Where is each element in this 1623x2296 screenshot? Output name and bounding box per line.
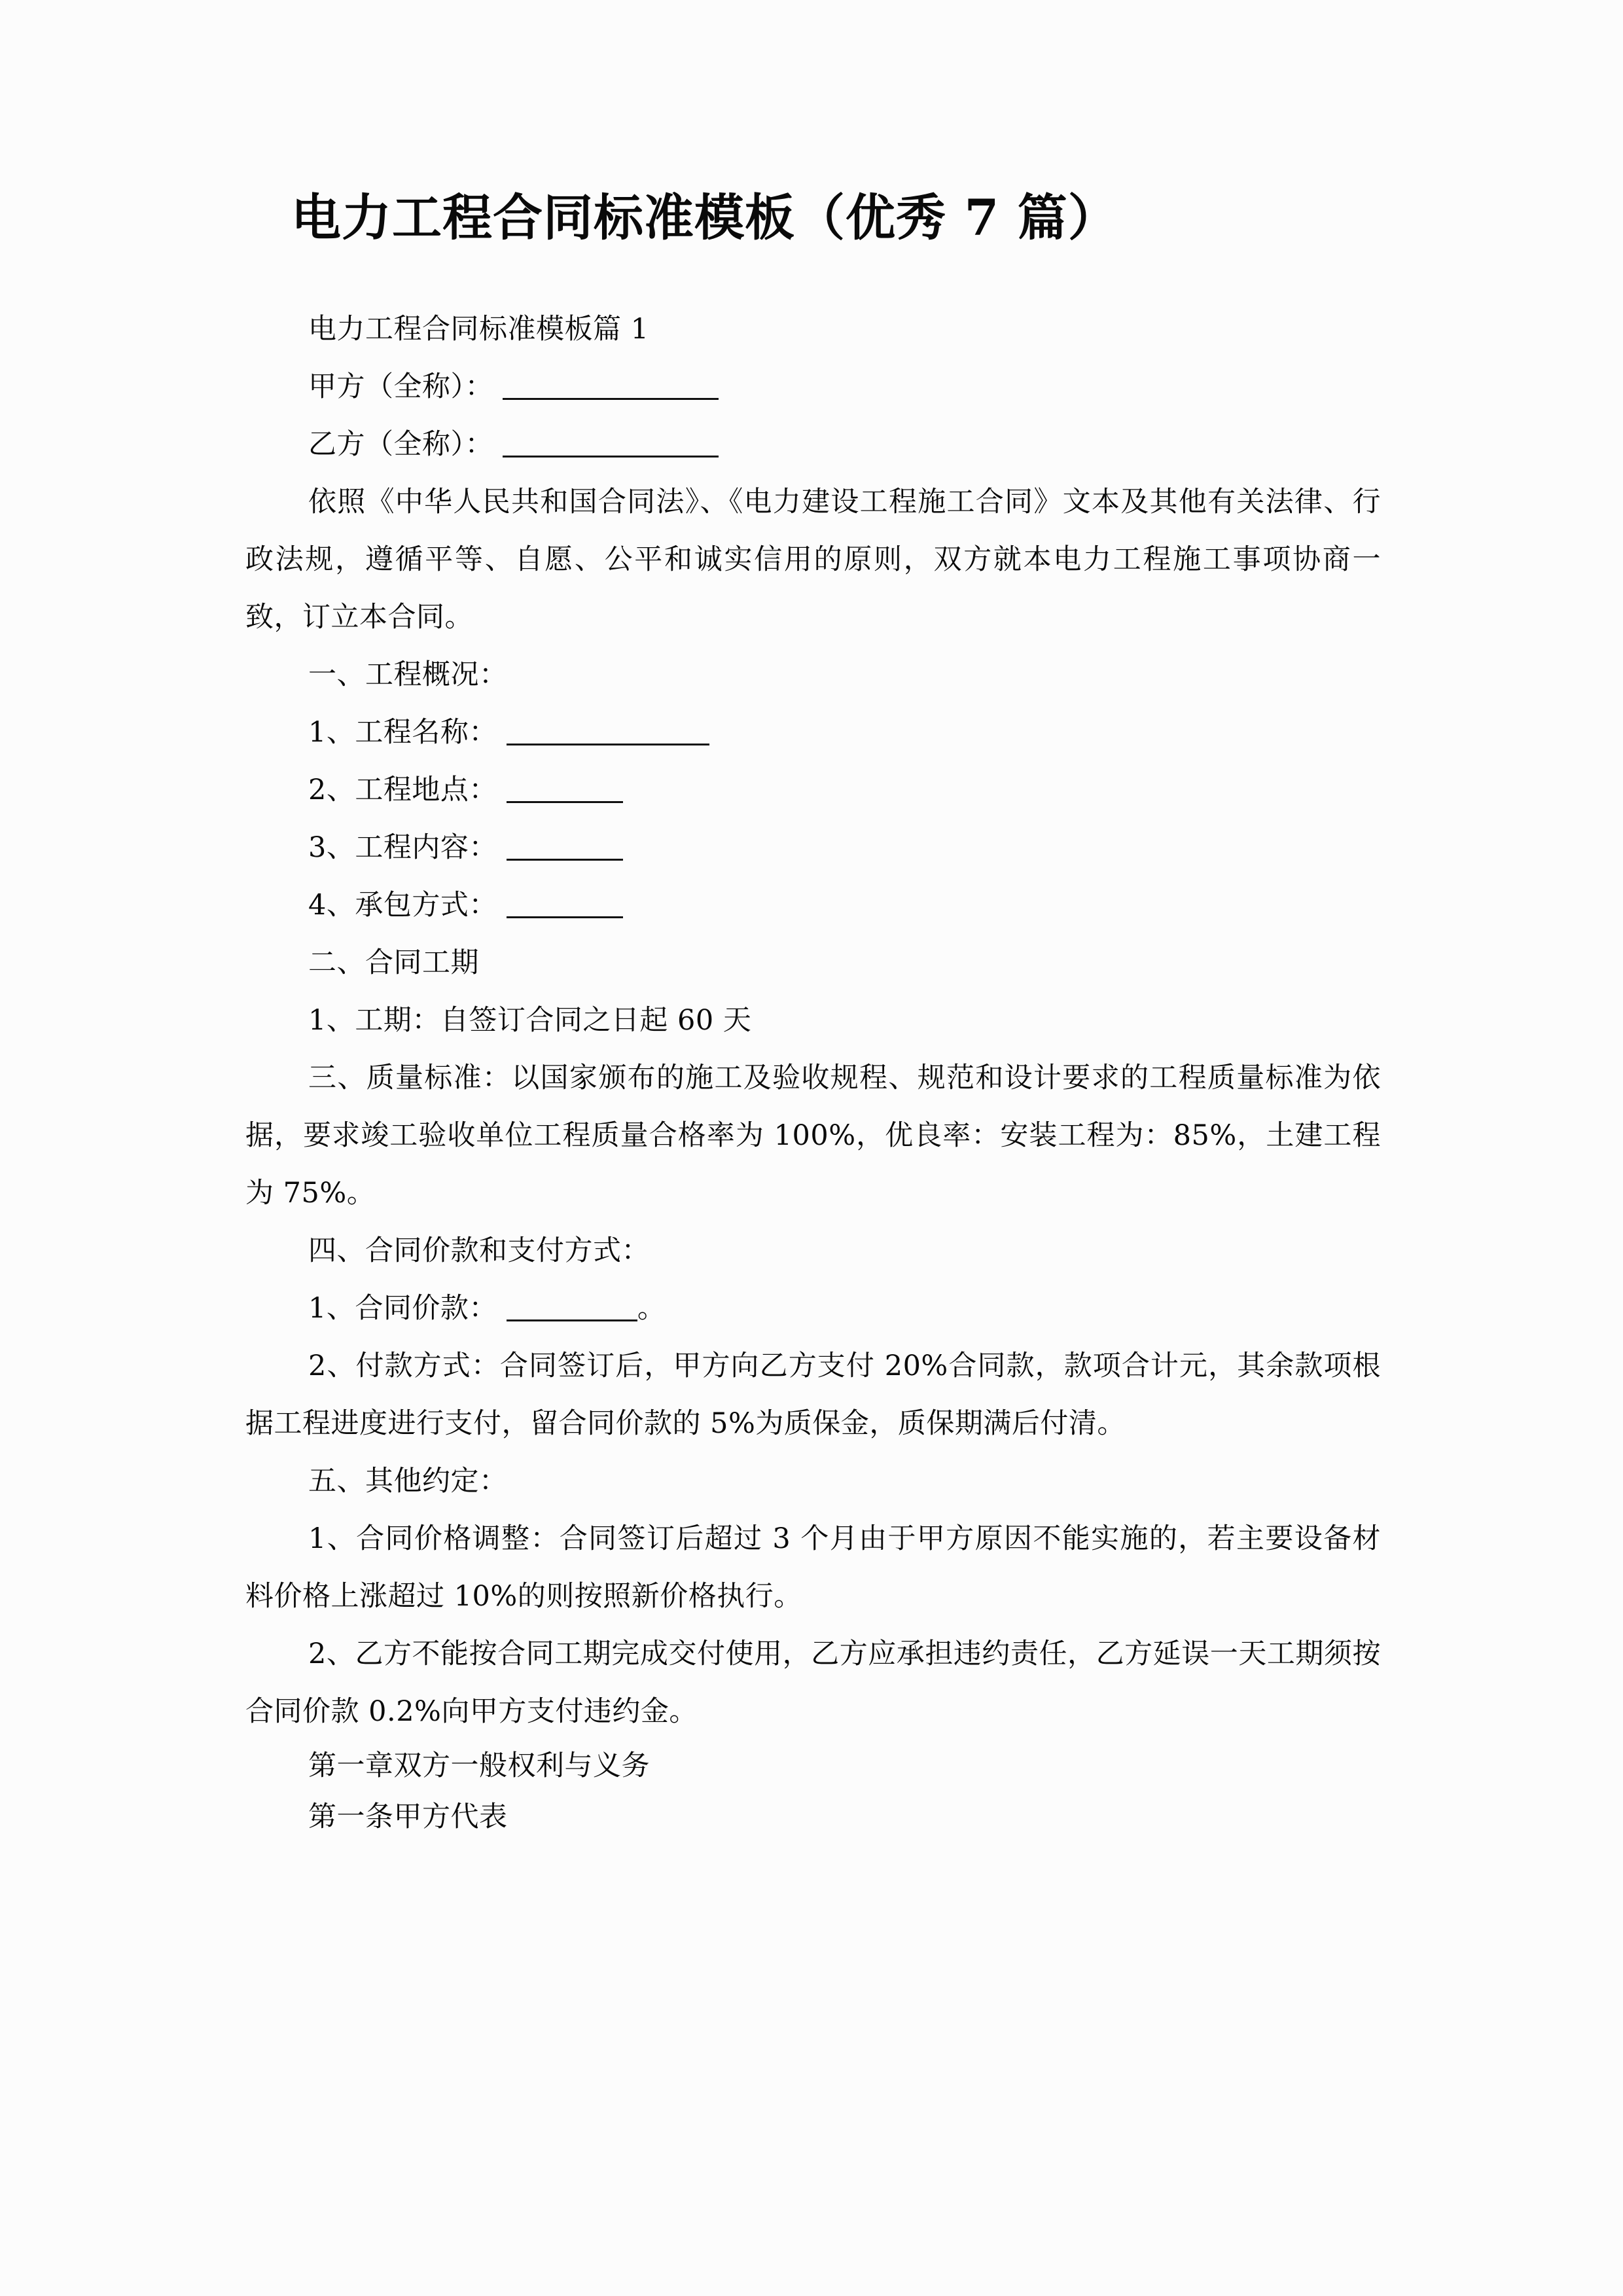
document-content — [245, 0, 1381, 1842]
heading-project-overview: 一、工程概况： — [308, 658, 508, 691]
chapter-one-heading: 第一章双方一般权利与义务 — [308, 1749, 650, 1782]
item-project-content-label: 3、工程内容： — [308, 831, 497, 864]
party-b-line — [245, 416, 1381, 473]
heading-price-and-payment: 四、合同价款和支付方式： — [308, 1234, 650, 1267]
party-a-line — [245, 358, 1381, 416]
preamble-paragraph: 依照《中华人民共和国合同法》、《电力建设工程施工合同》文本及其他有关法律、行政法规，遵循平等、自愿、公平和诚实信用的原则，双方就本电力工程施工事项协商一致，订立本合同。 — [245, 486, 1381, 634]
heading-quality-standard: 三、质量标准：以国家颁布的施工及验收规程、规范和设计要求的工程质量标准为依据，要求竣工验收单位工程质量合格率为 100%，优良率：安装工程为：85%，土建工程为 75%。 — [245, 1062, 1381, 1210]
party-a-blank[interactable] — [503, 378, 719, 400]
item-project-name-blank[interactable] — [507, 724, 709, 745]
document-body — [245, 300, 1381, 1842]
item-contract-price — [245, 1280, 1381, 1337]
item-contract-mode-label: 4、承包方式： — [308, 889, 497, 922]
item-contract-mode — [245, 876, 1381, 934]
article-one-heading: 第一条甲方代表 — [308, 1801, 508, 1833]
item-project-content — [245, 819, 1381, 876]
item-payment-method: 2、付款方式：合同签订后，甲方向乙方支付 20%合同款，款项合计元，其余款项根据工程进度进行支付，留合同价款的 5%为质保金，质保期满后付清。 — [245, 1350, 1381, 1440]
item-contract-price-blank[interactable] — [507, 1300, 637, 1321]
item-contract-mode-blank[interactable] — [507, 897, 623, 918]
item-price-adjustment: 1、合同价格调整：合同签订后超过 3 个月由于甲方原因不能实施的，若主要设备材料价格上涨超过 10%的则按照新价格执行。 — [245, 1522, 1381, 1613]
item-project-name — [245, 704, 1381, 761]
party-b-blank[interactable] — [503, 436, 719, 457]
page-title: 电力工程合同标准模板（优秀 7 篇） — [291, 188, 1118, 247]
item-contract-price-label: 1、合同价款： — [308, 1292, 497, 1325]
item-project-location-blank[interactable] — [507, 781, 623, 803]
item-project-location-label: 2、工程地点： — [308, 774, 497, 806]
item-duration-detail: 1、工期：自签订合同之日起 60 天 — [308, 1004, 752, 1037]
item-project-location — [245, 761, 1381, 819]
item-contract-price-suffix: 。 — [637, 1292, 666, 1325]
party-b-label: 乙方（全称）： — [308, 428, 493, 461]
item-project-name-label: 1、工程名称： — [308, 716, 497, 749]
heading-other-agreements: 五、其他约定： — [308, 1465, 508, 1498]
heading-contract-duration: 二、合同工期 — [308, 946, 479, 979]
section-label: 电力工程合同标准模板篇 1 — [308, 313, 649, 346]
item-project-content-blank[interactable] — [507, 839, 623, 861]
item-delay-penalty: 2、乙方不能按合同工期完成交付使用，乙方应承担违约责任，乙方延误一天工期须按合同价款 0.2%向甲方支付违约金。 — [245, 1638, 1381, 1728]
party-a-label: 甲方（全称）： — [308, 370, 493, 403]
